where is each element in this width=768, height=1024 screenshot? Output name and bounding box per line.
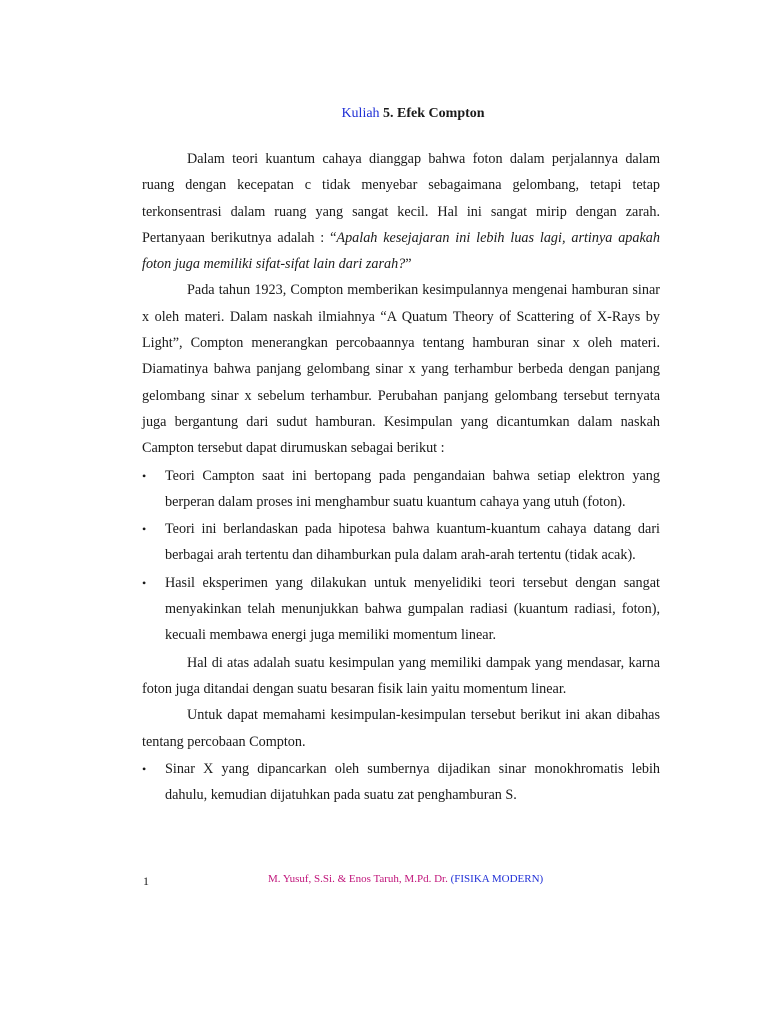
page-number: 1 <box>143 874 149 888</box>
bullet-icon: • <box>142 575 147 590</box>
paragraph-2: Pada tahun 1923, Compton memberikan kesimpulannya mengenai hamburan sinar x oleh materi. Dalam naskah ilmiahnya “A Quatum Theory of Scattering of X-Rays by Light”, Compton menerangkan percobaannya tentang hamburan sinar x oleh materi. Diamatinya bahwa panjang gelombang sinar x yang terhambur berbeda dengan panjang gelombang sinar x sebelum terhambur. Perubahan panjang gelombang tersebut ternyata juga bergantung dari sudut hamburan. Kesimpulan yang dicantumkan dalam naskah Campton tersebut dapat dirumuskan sebagai berikut : <box>142 282 660 457</box>
title-rest: 5. Efek Compton <box>379 106 485 121</box>
bullet-icon: • <box>142 468 147 483</box>
list-item-text: Hasil eksperimen yang dilakukan untuk menyelidiki teori tersebut dengan sangat menyakinkan telah menunjukkan bahwa gumpalan radiasi (kuantum radiasi, foton), kecuali membawa energi juga memiliki momentum linear. <box>165 574 660 644</box>
footer-authors-text: M. Yusuf, S.Si. & Enos Taruh, M.Pd. Dr. <box>268 873 451 885</box>
list-item <box>142 463 660 516</box>
list-item-text: Teori ini berlandaskan pada hipotesa bahwa kuantum-kuantum cahaya datang dari berbagai arah tertentu dan dihamburkan pula dalam arah-arah tertentu (tidak acak). <box>165 521 660 564</box>
paragraph-3: Hal di atas adalah suatu kesimpulan yang memiliki dampak yang mendasar, karna foton juga ditandai dengan suatu besaran fisik lain yaitu momentum linear. <box>142 654 660 697</box>
paragraph-1-italic: Apalah kesejajaran ini lebih luas lagi, artinya apakah foton juga memiliki sifat-sifat lain dari zarah? <box>142 229 660 273</box>
paragraph-1 <box>142 146 660 277</box>
footer-authors <box>268 873 543 885</box>
footer-book-title: (FISIKA MODERN) <box>450 873 544 885</box>
list-item <box>142 516 660 569</box>
paragraph-1-end: ” <box>405 256 412 273</box>
bullet-icon: • <box>142 522 147 537</box>
list-item <box>142 570 660 649</box>
list-item-text: Sinar X yang dipancarkan oleh sumbernya dijadikan sinar monokhromatis lebih dahulu, kemudian dijatuhkan pada suatu zat penghamburan S. <box>165 760 660 804</box>
list-item <box>142 756 660 809</box>
bullet-list-1 <box>142 463 660 649</box>
bullet-icon: • <box>142 761 147 776</box>
paragraph-4: Untuk dapat memahami kesimpulan-kesimpulan tersebut berikut ini akan dibahas tentang percobaan Compton. <box>142 707 660 750</box>
paragraph-1-text: Dalam teori kuantum cahaya dianggap bahwa foton dalam perjalannya dalam ruang dengan kecepatan c tidak menyebar sebagaimana gelombang, tetapi tetap terkonsentrasi dalam ruang yang sangat kecil. Hal ini sangat mirip dengan zarah. Pertanyaan berikutnya adalah : “ <box>142 151 660 246</box>
document-body <box>142 146 660 808</box>
page-title <box>0 106 768 122</box>
title-kuliah: Kuliah <box>341 106 380 121</box>
list-item-text: Teori Campton saat ini bertopang pada pengandaian bahwa setiap elektron yang berperan dalam proses ini menghambur suatu kuantum cahaya yang utuh (foton). <box>165 467 660 510</box>
bullet-list-2 <box>142 756 660 809</box>
